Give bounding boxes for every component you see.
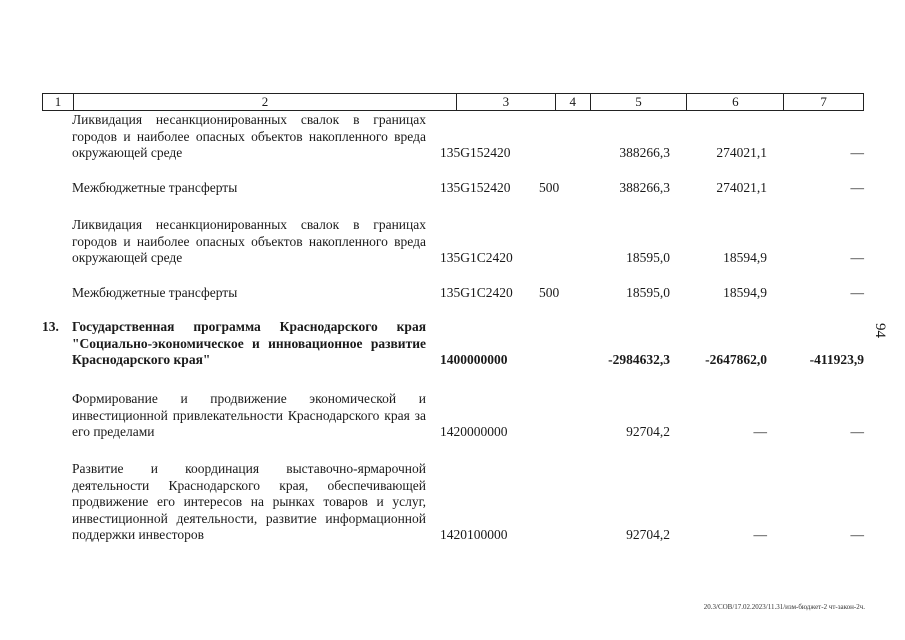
header-col-1: 1 [43,94,74,110]
row-code: 1420000000 [440,424,508,439]
row-col7: — [850,250,864,265]
row-col6: 274021,1 [716,145,767,160]
row-name: Ликвидация несанкционированных свалок в границах городов и наиболее опасных объектов накопленного вреда окружающей среде [72,112,426,160]
row-col7: -411923,9 [809,352,864,367]
row-col7: — [850,424,864,439]
row-name: Межбюджетные трансферты [72,285,238,300]
row-col7: — [850,180,864,195]
row-name: Формирование и продвижение экономической и инвестиционной привлекательности Краснодарского края за его пределами [72,391,426,439]
row-col7: — [850,145,864,160]
row-col4: 500 [539,285,560,300]
row-code: 135G152420 [440,145,511,160]
row-col5: 92704,2 [626,527,670,542]
row-col6: — [753,424,767,439]
table-header [42,93,864,111]
row-code: 1400000000 [440,352,508,367]
header-col-7: 7 [820,94,827,109]
row-col6: 18594,9 [723,250,767,265]
row-code: 135G1C2420 [440,285,513,300]
header-col-3: 3 [457,94,556,110]
row-code: 135G1C2420 [440,250,513,265]
row-col5: 388266,3 [619,145,670,160]
row-col6: 18594,9 [723,285,767,300]
row-col5: 388266,3 [619,180,670,195]
row-col5: -2984632,3 [608,352,670,367]
row-name: Развитие и координация выставочно-ярмарочной деятельности Краснодарского края, обеспечивающей продвижение его интересов на рынках товаров и услуг, инвестиционной деятельности, развитие информационной поддержки инвесторов [72,461,426,542]
row-col7: — [850,527,864,542]
row-col5: 18595,0 [626,285,670,300]
row-col6: 274021,1 [716,180,767,195]
page-number: 94 [872,323,888,338]
row-col6: — [753,527,767,542]
document-footer: 20.3/СОВ/17.02.2023/11.31/изм-бюджет-2 чт-закон-2ч. [703,603,865,611]
row-col7: — [850,285,864,300]
row-col5: 92704,2 [626,424,670,439]
header-col-6: 6 [687,94,784,110]
row-col4: 500 [539,180,560,195]
header-col-4: 4 [556,94,591,110]
row-col6: -2647862,0 [705,352,767,367]
row-number: 13. [42,319,59,334]
row-col5: 18595,0 [626,250,670,265]
row-name: Государственная программа Краснодарского края "Социально-экономическое и инновационное развитие Краснодарского края" [72,319,426,367]
row-code: 135G152420 [440,180,511,195]
header-col-5: 5 [591,94,688,110]
row-code: 1420100000 [440,527,508,542]
header-col-2: 2 [74,94,457,110]
row-name: Межбюджетные трансферты [72,180,238,195]
row-name: Ликвидация несанкционированных свалок в границах городов и наиболее опасных объектов накопленного вреда окружающей среде [72,217,426,265]
